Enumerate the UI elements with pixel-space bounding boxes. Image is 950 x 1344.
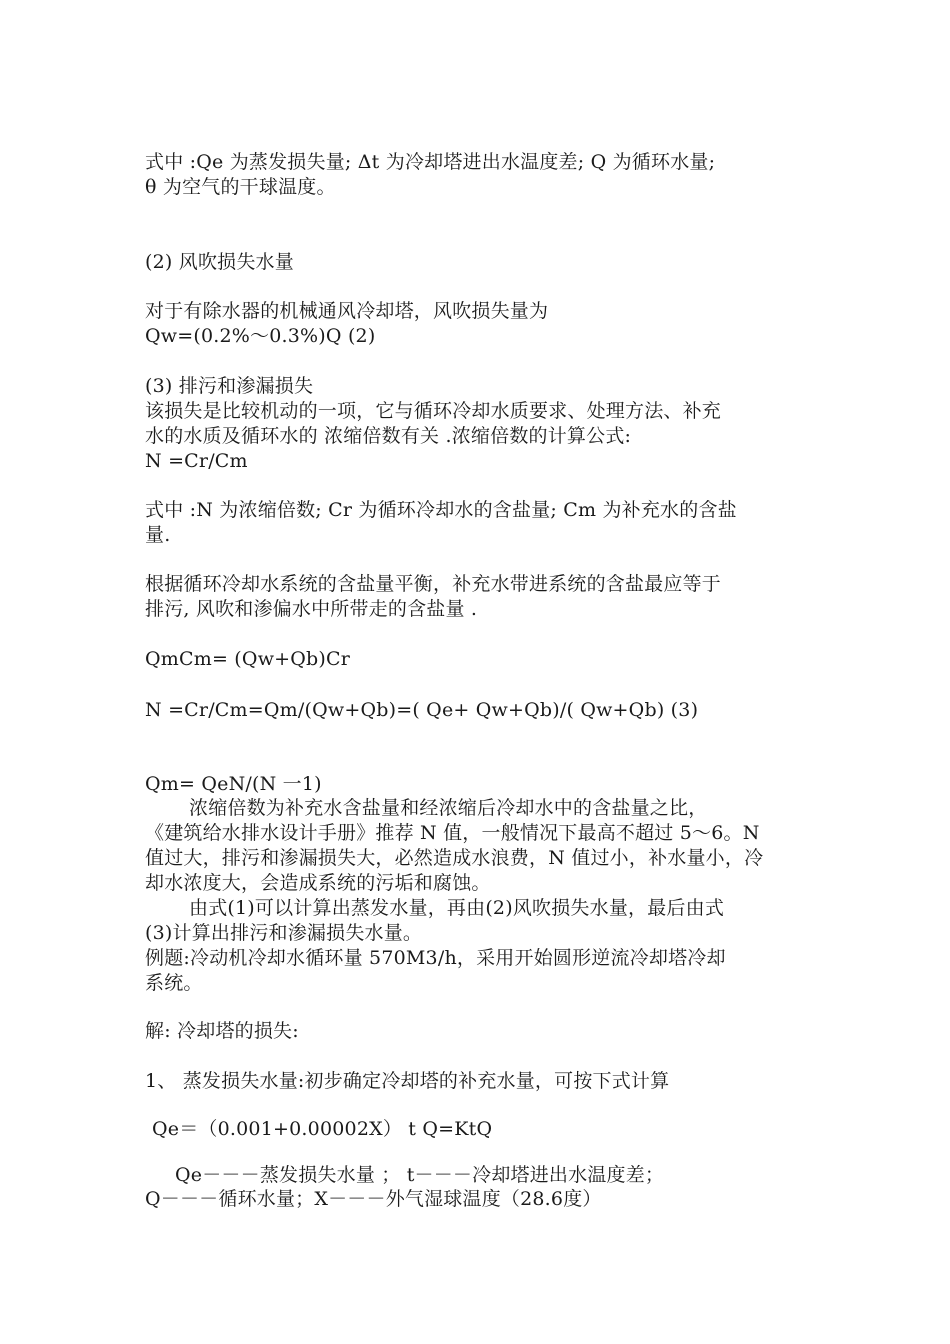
text-line: 解: 冷却塔的损失: [145, 1020, 299, 1042]
formula-line: Qm= QeN/(N 一1) [145, 773, 322, 795]
text-line: 根据循环冷却水系统的含盐量平衡，补充水带进系统的含盐最应等于 [145, 573, 722, 595]
text-line: 式中 :Qe 为蒸发损失量; Δt 为冷却塔进出水温度差; Q 为循环水量; [145, 151, 716, 173]
formula-line: QmCm= (Qw+Qb)Cr [145, 648, 351, 670]
text-line: 由式(1)可以计算出蒸发水量，再由(2)风吹损失水量，最后由式 [189, 897, 725, 919]
text-line: 《建筑给水排水设计手册》推荐 N 值，一般情况下最高不超过 5～6。N [145, 822, 760, 844]
formula-line: Qe＝（0.001+0.00002X） t Q=KtQ [152, 1118, 493, 1140]
text-line: 对于有除水器的机械通风冷却塔，风吹损失量为 [145, 300, 549, 322]
formula-line: N =Cr/Cm=Qm/(Qw+Qb)=( Qe+ Qw+Qb)/( Qw+Qb) (3) [145, 699, 699, 721]
formula-line: N =Cr/Cm [145, 450, 248, 472]
text-line: 式中 :N 为浓缩倍数; Cr 为循环冷却水的含盐量; Cm 为补充水的含盐 [145, 499, 737, 521]
text-line: θ 为空气的干球温度。 [145, 176, 336, 198]
list-item: 1、 蒸发损失水量:初步确定冷却塔的补充水量，可按下式计算 [145, 1070, 670, 1092]
text-line: 例题:冷动机冷却水循环量 570M3/h，采用开始圆形逆流冷却塔冷却 [145, 947, 726, 969]
formula-line: Qw=(0.2%～0.3%)Q (2) [145, 325, 376, 347]
text-line: (3)计算出排污和渗漏损失水量。 [145, 922, 423, 944]
text-line: Q－－－循环水量；X－－－外气湿球温度（28.6度） [145, 1188, 602, 1210]
text-line: 该损失是比较机动的一项，它与循环冷却水质要求、处理方法、补充 [145, 400, 722, 422]
section-heading: (3) 排污和渗漏损失 [145, 375, 314, 397]
text-line: Qe－－－蒸发损失水量 ； t－－－冷却塔进出水温度差； [175, 1164, 665, 1186]
text-line: 量. [145, 524, 171, 546]
text-line: 排污, 风吹和渗偏水中所带走的含盐量 . [145, 598, 478, 620]
text-line: 却水浓度大，会造成系统的污垢和腐蚀。 [145, 872, 491, 894]
text-line: 系统。 [145, 972, 203, 994]
text-line: 值过大，排污和渗漏损失大，必然造成水浪费，N 值过小，补水量小，冷 [145, 847, 764, 869]
section-heading: (2) 风吹损失水量 [145, 251, 294, 273]
text-line: 水的水质及循环水的 浓缩倍数有关 .浓缩倍数的计算公式: [145, 425, 632, 447]
text-line: 浓缩倍数为补充水含盐量和经浓缩后冷却水中的含盐量之比， [189, 797, 708, 819]
